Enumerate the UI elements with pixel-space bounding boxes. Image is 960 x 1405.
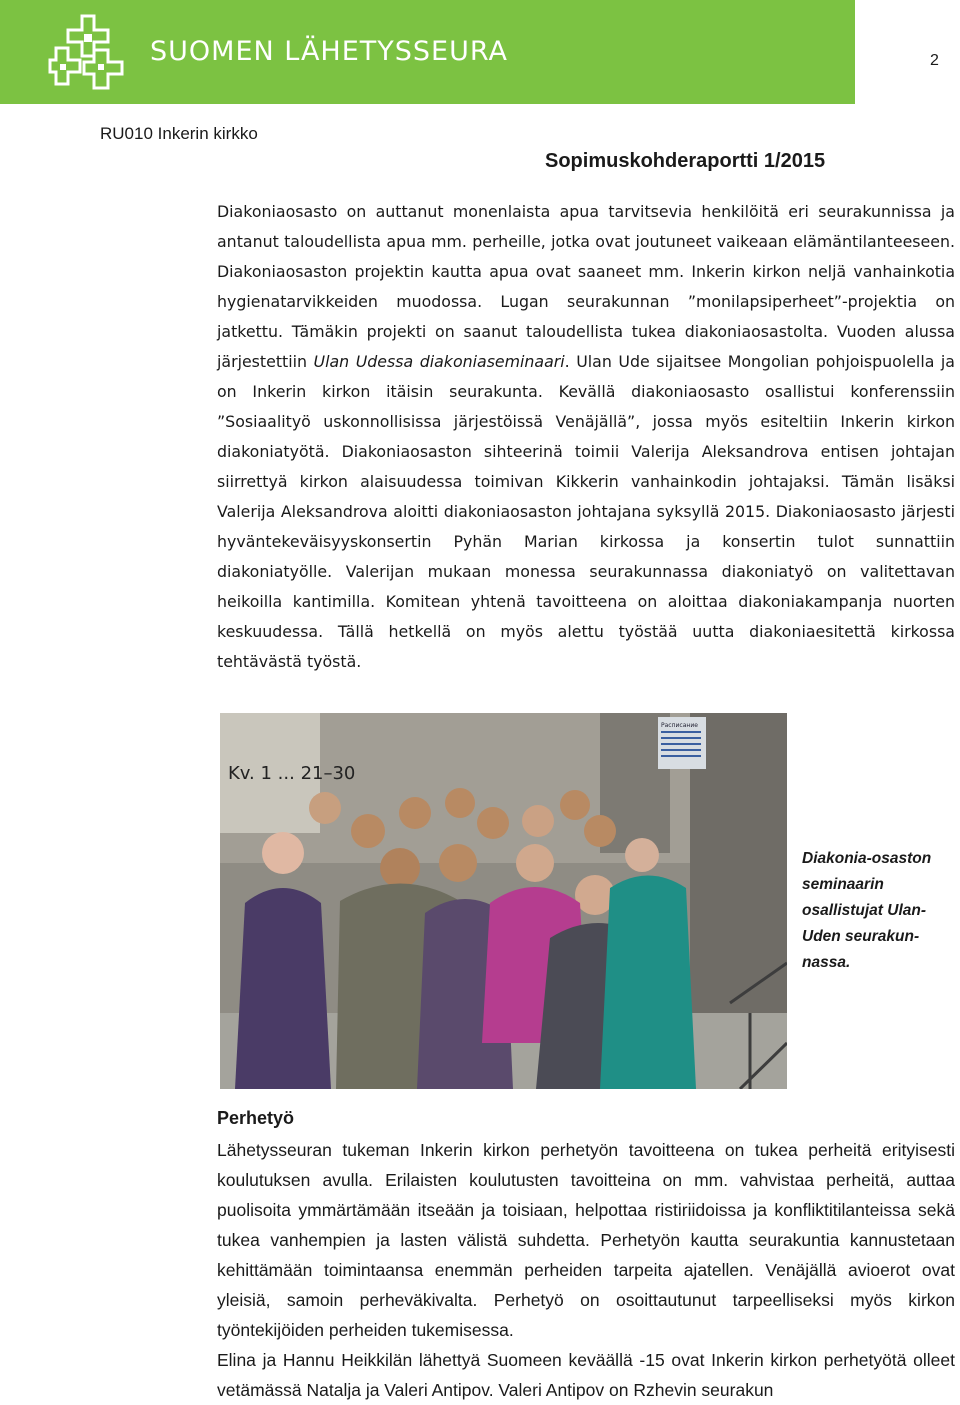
- document-code: RU010 Inkerin kirkko: [100, 124, 258, 143]
- group-photo: [220, 713, 787, 1089]
- seminar-name: Ulan Udessa diakoniaseminaari: [313, 352, 565, 371]
- organization-name: SUOMEN LÄHETYSSEURA: [150, 36, 509, 67]
- notice-text: Расписание: [661, 722, 698, 729]
- paragraph-text: Diakoniaosasto on auttanut monenlaista apua tarvitsevia henkilöitä eri seurakunnissa ja antanut taloudellista apua mm. perheille, jotka ovat joutuneet vaikeaan elämäntilanteeseen. Diakoniaosaston projektin kautta apua ovat saaneet mm. Inkerin kirkon neljä vanhainkotia hygienatarvikkeiden muodossa. Lugan seurakunnan ”monilapsiperheet”-projektia on jatkettu. Tämäkin projekti on saanut taloudellista tukea diakoniaosastolta.: [217, 202, 955, 341]
- report-title: Sopimuskohderaportti 1/2015: [545, 150, 826, 172]
- paragraph-text: Vuoden alussa järjestettiin: [217, 322, 955, 371]
- paragraph-antipov: Elina ja Hannu Heikkilän lähettyä Suomeen keväällä -15 ovat Inkerin kirkon perhetyötä olleet vetämässä Natalja ja Valeri Antipov. Valeri Antipov on Rzhevin seurakun: [217, 1350, 955, 1400]
- paragraph-text: . Ulan Ude sijaitsee Mongolian pohjoispuolella ja on Inkerin kirkon itäisin seurakunta. Kevällä diakoniaosasto osallistui konferenssiin ”Sosiaalityö uskonnollisissa järjestöissä Venäjällä”, jossa myös esiteltiin Inkerin kirkon diakoniatyötä. Diakoniaosaston sihteerinä toimii Valerija Aleksandrova entisen johtajan siirrettyä kirkon alaisuudessa toimivan Kikkerin vanhainkodin johtajaksi. Tämän lisäksi Valerija Aleksandrova aloitti diakoniaosaston johtajana syksyllä 2015. Diakoniaosasto järjesti hyväntekeväisyyskonsertin Pyhän Marian kirkossa ja konsertin tulot sunnattiin diakoniatyölle. Valerijan mukaan monessa seurakunnassa diakoniatyö on valitettavan heikoilla kantimilla. Komitean yhtenä tavoitteena on aloittaa diakoniakampanja nuorten keskuudessa. Tällä hetkellä on myös alettu työstää uutta diakoniaesitettä kirkossa tehtävästä työstä.: [217, 352, 955, 671]
- photo-caption: Diakonia-osaston seminaarin osallistujat Ulan-Uden seurakunnassa.: [802, 850, 932, 971]
- page-number: 2: [930, 52, 939, 69]
- header-banner: [0, 0, 855, 104]
- door-sign-text: Kv. 1 ... 21–30: [228, 763, 356, 784]
- paragraph-diakonia: [217, 197, 955, 677]
- section-heading: Perhetyö: [217, 1108, 295, 1128]
- paragraph-perhetyo: Lähetysseuran tukeman Inkerin kirkon perhetyön tavoitteena on tukea perheitä erityisesti koulutuksen avulla. Erilaisten koulutusten tavoitteina on mm. vahvistaa perheitä, auttaa puolisoita ymmärtämään itseään ja toisiaan, helpottaa ristiriidoissa ja konfliktitilanteissa sekä tukea vanhempien ja lasten välistä suhdetta. Perhetyön kautta seurakuntia kannustetaan kehittämään toimintaansa enemmän perheiden tarpeita ajatellen. Venäjällä avioerot ovat yleisiä, samoin perheväkivalta. Perhetyö on osoittautunut tarpeelliseksi myös kirkon työntekijöiden perheiden tukemisessa.: [217, 1140, 955, 1340]
- cross-mark-icon: [48, 12, 136, 92]
